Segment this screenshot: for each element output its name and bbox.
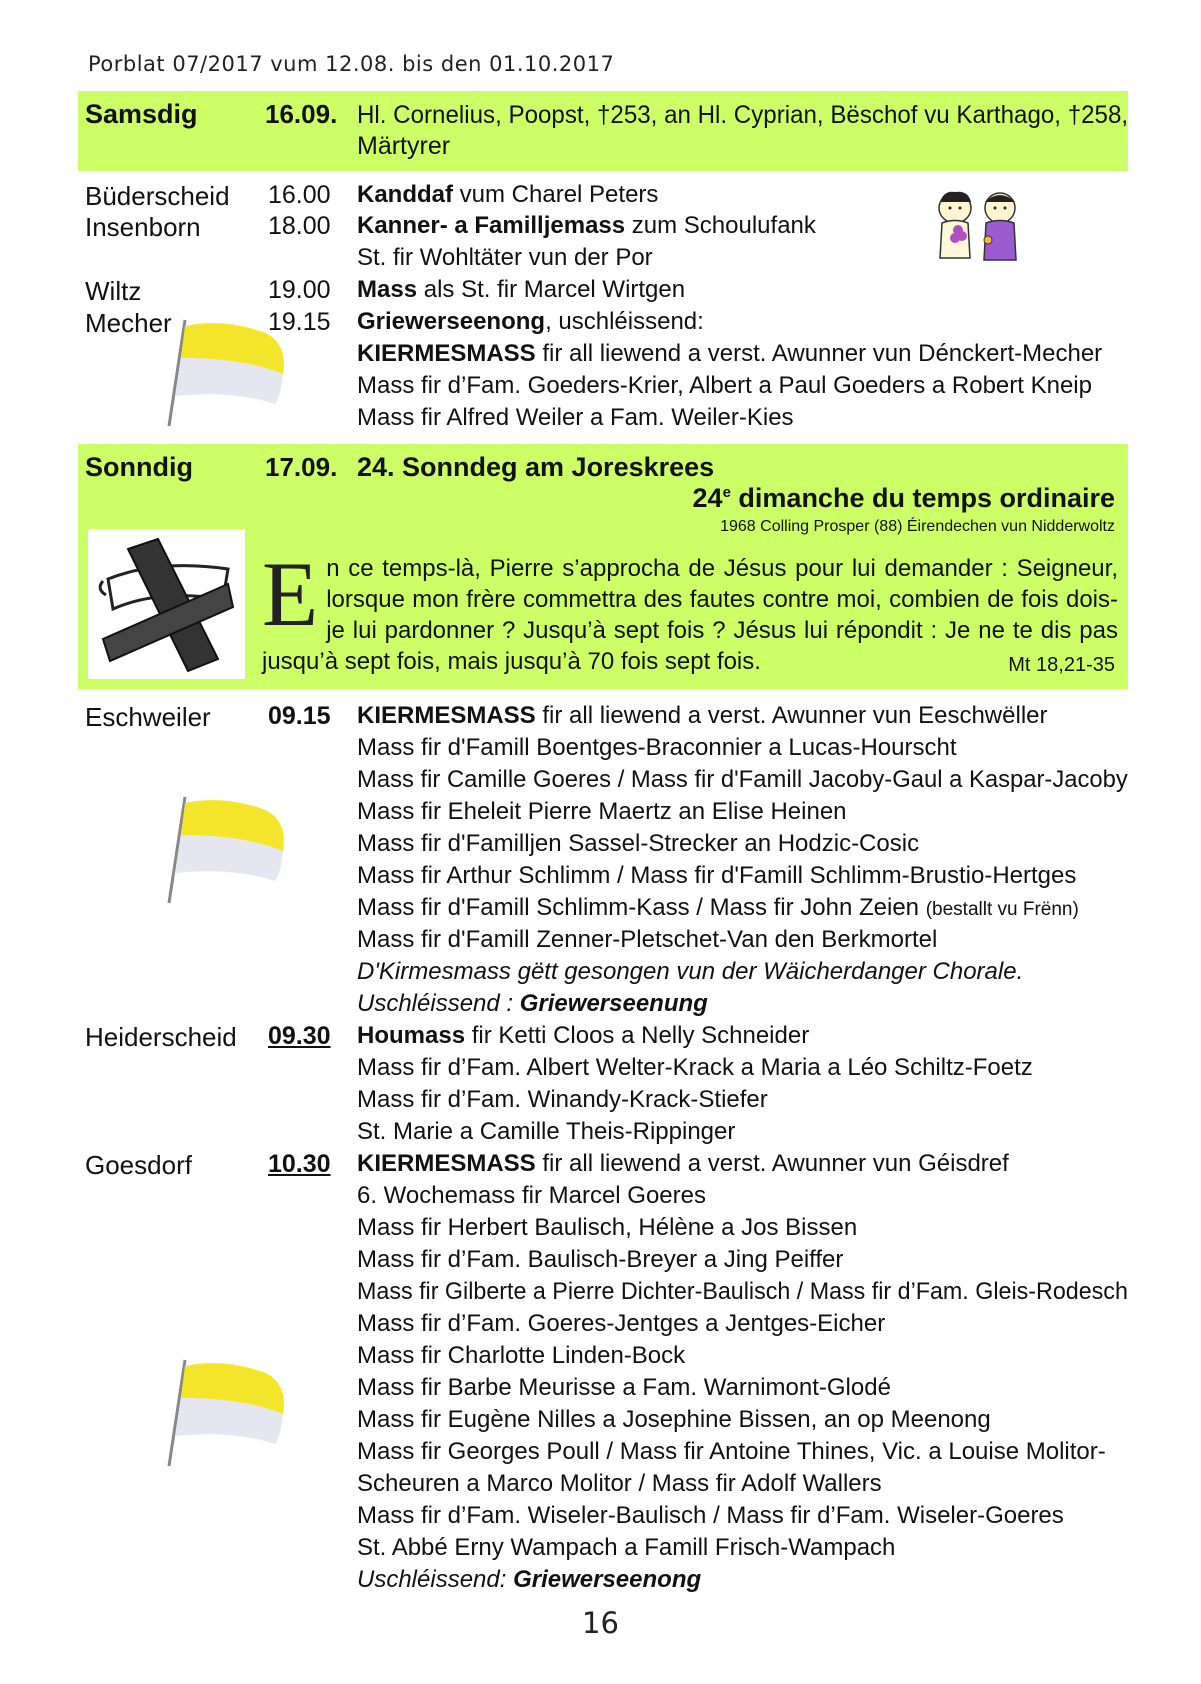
entry-insenborn-2: St. fir Wohltäter vun der Por xyxy=(357,244,653,271)
cross-icon xyxy=(88,529,245,679)
entry-eschweiler-6: Mass fir Arthur Schlimm / Mass fir d'Famill Schlimm-Brustio-Hertges xyxy=(357,862,1077,889)
cross-image xyxy=(88,529,245,679)
entry-goesdorf-5: Mass fir Gilberte a Pierre Dichter-Baulisch / Mass fir d’Fam. Gleis-Rodesch xyxy=(357,1278,1128,1305)
entry-wiltz: Mass als St. fir Marcel Wirtgen xyxy=(357,276,686,303)
entry-eschweiler-5: Mass fir d'Familljen Sassel-Strecker an Hodzic-Cosic xyxy=(357,830,920,857)
page-header: Porblat 07/2017 vum 12.08. bis den 01.10.2017 xyxy=(88,52,615,76)
saturday-date: 16.09. xyxy=(265,99,338,129)
entry-heiderscheid-2: Mass fir d’Fam. Albert Welter-Krack a Maria a Léo Schiltz-Foetz xyxy=(357,1054,1033,1081)
entry-goesdorf-8: Mass fir Barbe Meurisse a Fam. Warnimont-Glodé xyxy=(357,1374,891,1401)
saturday-saints-line2: Märtyrer xyxy=(357,132,451,160)
entry-mecher-3: Mass fir d’Fam. Goeders-Krier, Albert a Paul Goeders a Robert Kneip xyxy=(357,372,1092,399)
time-goesdorf: 10.30 xyxy=(268,1150,331,1178)
entry-goesdorf-7: Mass fir Charlotte Linden-Bock xyxy=(357,1342,686,1369)
gospel-text: En ce temps-là, Pierre s’approcha de Jésus pour lui demander : Seigneur, lorsque mon frère commettra des fautes contre moi, combien de fois dois-je lui pardonner ? Jusqu’à sept fois ? Jésus lui répondit : Je ne te dis pas jusqu’à sept fois, mais jusqu’à 70 fois sept fois. xyxy=(262,543,1118,675)
time-mecher: 19.15 xyxy=(268,308,331,336)
anniversary-line: 1968 Colling Prosper (88) Éirendechen vun Nidderwoltz xyxy=(720,518,1115,535)
entry-buderscheid: Kanddaf vum Charel Peters xyxy=(357,181,659,208)
entry-goesdorf-12: Mass fir d’Fam. Wiseler-Baulisch / Mass fir d’Fam. Wiseler-Goeres xyxy=(357,1502,1064,1529)
time-insenborn: 18.00 xyxy=(268,212,331,240)
papal-flag-icon xyxy=(163,318,293,428)
entry-mecher-2: KIERMESMASS fir all liewend a verst. Awunner vun Dénckert-Mecher xyxy=(357,340,1103,367)
time-eschweiler: 09.15 xyxy=(268,702,331,730)
entry-goesdorf-6: Mass fir d’Fam. Goeres-Jentges a Jentges-Eicher xyxy=(357,1310,886,1337)
place-mecher: Mecher xyxy=(85,308,172,338)
children-icon xyxy=(930,188,1030,268)
entry-eschweiler-7: Mass fir d'Famill Schlimm-Kass / Mass fir John Zeien (bestallt vu Frënn) xyxy=(357,894,1079,921)
saturday-saints-line1: Hl. Cornelius, Poopst, †253, an Hl. Cyprian, Bëschof vu Karthago, †258, xyxy=(357,101,1129,129)
time-heiderscheid: 09.30 xyxy=(268,1022,331,1050)
place-wiltz: Wiltz xyxy=(85,276,142,306)
papal-flag-icon xyxy=(163,1358,293,1468)
entry-eschweiler-4: Mass fir Eheleit Pierre Maertz an Elise Heinen xyxy=(357,798,847,825)
entry-heiderscheid-4: St. Marie a Camille Theis-Rippinger xyxy=(357,1118,736,1145)
entry-eschweiler-1: KIERMESMASS fir all liewend a verst. Awunner vun Eeschwëller xyxy=(357,702,1048,729)
entry-eschweiler-choir: D'Kirmesmass gëtt gesongen vun der Wäicherdanger Chorale. xyxy=(357,958,1024,985)
saturday-day: Samsdig xyxy=(85,99,198,129)
time-buderscheid: 16.00 xyxy=(268,181,331,209)
entry-mecher: Griewerseenong, uschléissend: xyxy=(357,308,704,335)
entry-insenborn: Kanner- a Familljemass zum Schoulufank xyxy=(357,212,816,239)
entry-eschweiler-blessing: Uschléissend : Griewerseenung xyxy=(357,990,708,1017)
time-wiltz: 19.00 xyxy=(268,276,331,304)
sunday-date: 17.09. xyxy=(265,452,338,482)
page-number: 16 xyxy=(582,1606,619,1640)
entry-eschweiler-3: Mass fir Camille Goeres / Mass fir d'Famill Jacoby-Gaul a Kaspar-Jacoby xyxy=(357,766,1128,793)
place-buderscheid: Büderscheid xyxy=(85,181,230,211)
entry-goesdorf-3: Mass fir Herbert Baulisch, Hélène a Jos Bissen xyxy=(357,1214,858,1241)
entry-heiderscheid-3: Mass fir d’Fam. Winandy-Krack-Stiefer xyxy=(357,1086,768,1113)
entry-goesdorf-2: 6. Wochemass fir Marcel Goeres xyxy=(357,1182,706,1209)
entry-eschweiler-8: Mass fir d'Famill Zenner-Pletschet-Van den Berkmortel xyxy=(357,926,938,953)
entry-goesdorf-10: Mass fir Georges Poull / Mass fir Antoine Thines, Vic. a Louise Molitor- xyxy=(357,1438,1106,1465)
entry-goesdorf-blessing: Uschléissend: Griewerseenong xyxy=(357,1566,702,1593)
entry-mecher-4: Mass fir Alfred Weiler a Fam. Weiler-Kies xyxy=(357,404,794,431)
entry-goesdorf-4: Mass fir d’Fam. Baulisch-Breyer a Jing Peiffer xyxy=(357,1246,844,1273)
entry-goesdorf-9: Mass fir Eugène Nilles a Josephine Bissen, an op Meenong xyxy=(357,1406,991,1433)
entry-goesdorf-1: KIERMESMASS fir all liewend a verst. Awunner vun Géisdref xyxy=(357,1150,1009,1177)
place-goesdorf: Goesdorf xyxy=(85,1150,192,1180)
entry-goesdorf-13: St. Abbé Erny Wampach a Famill Frisch-Wampach xyxy=(357,1534,896,1561)
entry-heiderscheid-1: Houmass fir Ketti Cloos a Nelly Schneider xyxy=(357,1022,810,1049)
place-eschweiler: Eschweiler xyxy=(85,702,211,732)
sunday-day: Sonndig xyxy=(85,452,193,482)
place-insenborn: Insenborn xyxy=(85,212,201,242)
gospel-reference: Mt 18,21-35 xyxy=(1008,654,1115,676)
entry-eschweiler-2: Mass fir d'Famill Boentges-Braconnier a Lucas-Hourscht xyxy=(357,734,957,761)
sunday-title: 24. Sonndeg am Joreskrees xyxy=(357,452,715,482)
papal-flag-icon xyxy=(163,795,293,905)
entry-goesdorf-11: Scheuren a Marco Molitor / Mass fir Adolf Wallers xyxy=(357,1470,882,1497)
sunday-fr-title: 24e dimanche du temps ordinaire xyxy=(692,483,1115,513)
gospel-dropcap: E xyxy=(262,543,319,645)
place-heiderscheid: Heiderscheid xyxy=(85,1022,237,1052)
